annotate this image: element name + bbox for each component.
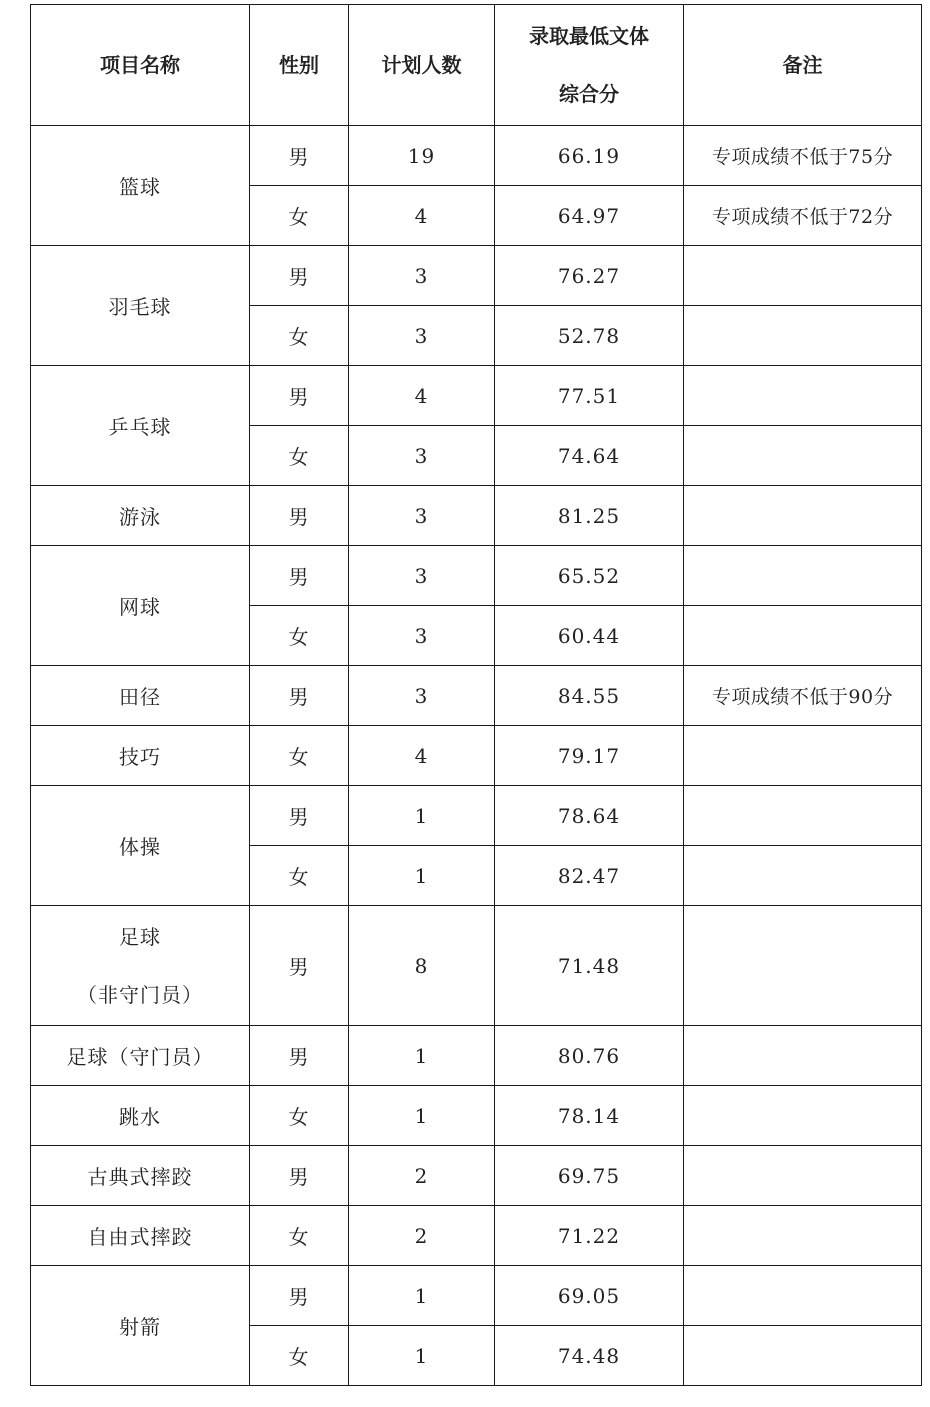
plan-cell: 1: [349, 1266, 495, 1326]
project-cell: 古典式摔跤: [31, 1146, 250, 1206]
score-cell: 78.14: [495, 1086, 684, 1146]
table-row: [31, 486, 922, 546]
score-cell: 74.64: [495, 426, 684, 486]
score-cell: 80.76: [495, 1026, 684, 1086]
note-cell: [684, 486, 922, 546]
plan-cell: 3: [349, 486, 495, 546]
table-row: [31, 546, 922, 606]
note-cell: [684, 1206, 922, 1266]
plan-cell: 3: [349, 246, 495, 306]
gender-cell: 男: [250, 1026, 349, 1086]
score-cell: 60.44: [495, 606, 684, 666]
project-cell: 乒乓球: [31, 366, 250, 486]
note-cell: [684, 1026, 922, 1086]
gender-cell: 男: [250, 246, 349, 306]
plan-cell: 4: [349, 726, 495, 786]
note-cell: [684, 726, 922, 786]
score-cell: 81.25: [495, 486, 684, 546]
score-cell: 64.97: [495, 186, 684, 246]
header-gender: 性别: [250, 5, 349, 126]
gender-cell: 女: [250, 306, 349, 366]
gender-cell: 女: [250, 1206, 349, 1266]
score-cell: 79.17: [495, 726, 684, 786]
note-cell: 专项成绩不低于75分: [684, 126, 922, 186]
project-cell: 技巧: [31, 726, 250, 786]
header-score-line1: 录取最低文体: [529, 24, 649, 48]
score-cell: 52.78: [495, 306, 684, 366]
project-line2: （非守门员）: [77, 982, 203, 1007]
gender-cell: 男: [250, 906, 349, 1026]
gender-cell: 女: [250, 606, 349, 666]
score-cell: 69.75: [495, 1146, 684, 1206]
header-row: [31, 5, 922, 126]
gender-cell: 男: [250, 786, 349, 846]
plan-cell: 2: [349, 1146, 495, 1206]
note-cell: [684, 426, 922, 486]
plan-cell: 4: [349, 186, 495, 246]
plan-cell: 1: [349, 1086, 495, 1146]
table-row: [31, 1026, 922, 1086]
project-cell: 体操: [31, 786, 250, 906]
project-cell: 自由式摔跤: [31, 1206, 250, 1266]
gender-cell: 女: [250, 426, 349, 486]
gender-cell: 男: [250, 126, 349, 186]
score-cell: 78.64: [495, 786, 684, 846]
note-cell: 专项成绩不低于90分: [684, 666, 922, 726]
plan-cell: 1: [349, 786, 495, 846]
plan-cell: 3: [349, 666, 495, 726]
note-cell: [684, 906, 922, 1026]
header-project: 项目名称: [31, 5, 250, 126]
score-cell: 76.27: [495, 246, 684, 306]
project-line1: 足球: [119, 924, 161, 949]
gender-cell: 女: [250, 1326, 349, 1386]
table-row: [31, 726, 922, 786]
table-row: [31, 786, 922, 846]
table-row: [31, 1086, 922, 1146]
project-cell: 网球: [31, 546, 250, 666]
plan-cell: 4: [349, 366, 495, 426]
header-score-line2: 综合分: [559, 82, 619, 106]
project-cell: 跳水: [31, 1086, 250, 1146]
plan-cell: 3: [349, 306, 495, 366]
plan-cell: 3: [349, 546, 495, 606]
plan-cell: 1: [349, 1026, 495, 1086]
table-row: [31, 1206, 922, 1266]
project-cell: 篮球: [31, 126, 250, 246]
plan-cell: 3: [349, 606, 495, 666]
gender-cell: 女: [250, 726, 349, 786]
plan-cell: 19: [349, 126, 495, 186]
note-cell: [684, 786, 922, 846]
gender-cell: 女: [250, 186, 349, 246]
plan-cell: 2: [349, 1206, 495, 1266]
score-cell: 77.51: [495, 366, 684, 426]
plan-cell: 1: [349, 1326, 495, 1386]
plan-cell: 3: [349, 426, 495, 486]
note-cell: [684, 606, 922, 666]
table-row: [31, 666, 922, 726]
plan-cell: 1: [349, 846, 495, 906]
header-score: [495, 5, 684, 126]
table-row: [31, 246, 922, 306]
note-cell: [684, 1086, 922, 1146]
table-row: [31, 1146, 922, 1206]
score-cell: 84.55: [495, 666, 684, 726]
gender-cell: 女: [250, 1086, 349, 1146]
project-cell: 羽毛球: [31, 246, 250, 366]
project-cell: 游泳: [31, 486, 250, 546]
score-cell: 69.05: [495, 1266, 684, 1326]
gender-cell: 男: [250, 546, 349, 606]
score-cell: 66.19: [495, 126, 684, 186]
gender-cell: 男: [250, 1146, 349, 1206]
table-row: [31, 1266, 922, 1326]
admissions-table: [30, 4, 922, 1386]
score-cell: 71.48: [495, 906, 684, 1026]
gender-cell: 男: [250, 666, 349, 726]
note-cell: [684, 846, 922, 906]
project-cell: 足球（守门员）: [31, 1026, 250, 1086]
note-cell: 专项成绩不低于72分: [684, 186, 922, 246]
project-cell: 射箭: [31, 1266, 250, 1386]
gender-cell: 男: [250, 366, 349, 426]
project-cell: [31, 906, 250, 1026]
score-cell: 82.47: [495, 846, 684, 906]
score-cell: 65.52: [495, 546, 684, 606]
header-plan: 计划人数: [349, 5, 495, 126]
gender-cell: 女: [250, 846, 349, 906]
gender-cell: 男: [250, 1266, 349, 1326]
note-cell: [684, 306, 922, 366]
plan-cell: 8: [349, 906, 495, 1026]
table-row: [31, 906, 922, 1026]
note-cell: [684, 1266, 922, 1326]
note-cell: [684, 246, 922, 306]
note-cell: [684, 1326, 922, 1386]
project-cell: 田径: [31, 666, 250, 726]
score-cell: 71.22: [495, 1206, 684, 1266]
score-cell: 74.48: [495, 1326, 684, 1386]
note-cell: [684, 366, 922, 426]
note-cell: [684, 1146, 922, 1206]
table-row: [31, 366, 922, 426]
header-note: 备注: [684, 5, 922, 126]
note-cell: [684, 546, 922, 606]
table-row: [31, 126, 922, 186]
gender-cell: 男: [250, 486, 349, 546]
